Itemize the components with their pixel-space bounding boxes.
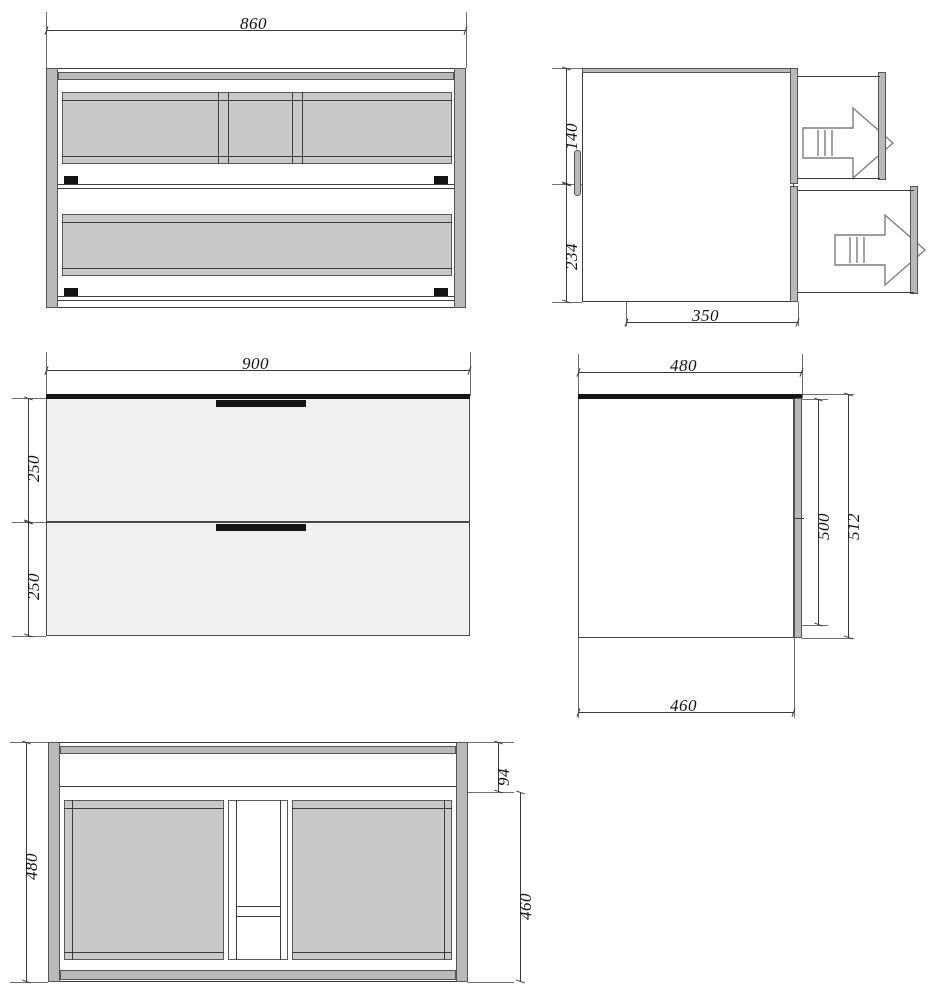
dimension-line-460-plan [520, 792, 521, 982]
ext-line [468, 792, 514, 793]
ext-line [46, 12, 47, 68]
front-edge-strip [790, 68, 798, 184]
ext-line [794, 638, 795, 718]
dimension-label-94: 94 [494, 768, 513, 786]
divider-line [228, 92, 229, 164]
drawer-edge-line [62, 156, 452, 157]
ext-line [578, 354, 579, 398]
side-elevation-body [578, 398, 794, 638]
runner-stub-right [434, 288, 448, 296]
drawer-front-open-upper [878, 72, 886, 180]
compartment-edge [292, 808, 452, 809]
ext-line [466, 12, 467, 68]
dimension-label-250-upper: 250 [24, 455, 43, 482]
view-side-section [500, 0, 944, 340]
drawer-edge-line [62, 268, 452, 269]
plan-side-right [456, 742, 468, 982]
dimension-label-250-lower: 250 [24, 573, 43, 600]
dimension-label-460-plan: 460 [516, 893, 535, 920]
leader-line [798, 190, 914, 191]
plan-side-left [48, 742, 60, 982]
plan-front-rail [60, 970, 456, 980]
handle-upper [216, 400, 306, 407]
leader-line [798, 292, 914, 293]
ext-line [578, 638, 579, 718]
ext-line [468, 982, 514, 983]
runner-stub-right [434, 176, 448, 184]
cutout-edge [236, 800, 237, 960]
runner-stub-left [64, 176, 78, 184]
compartment-edge [72, 800, 73, 960]
dimension-label-460: 460 [670, 696, 697, 715]
worktop-edge [46, 394, 470, 399]
plan-compartment-left [64, 800, 224, 960]
divider-line [218, 92, 219, 164]
plan-compartment-right [292, 800, 452, 960]
front-lower-drawer [46, 522, 470, 636]
view-plan [0, 720, 560, 1007]
front-edge-strip [790, 186, 798, 302]
drawer-edge-line [62, 222, 452, 223]
side-wall-right [454, 68, 466, 308]
dimension-label-480: 480 [670, 356, 697, 375]
ext-line [802, 625, 828, 626]
dimension-label-900: 900 [242, 354, 269, 373]
front-upper-drawer [46, 398, 470, 522]
runner-line [58, 296, 454, 297]
upper-drawer-box [62, 92, 452, 164]
top-rail [58, 72, 454, 80]
dimension-label-350: 350 [692, 306, 719, 325]
handle-lower [216, 524, 306, 531]
view-top-open [0, 0, 500, 330]
ext-line [802, 354, 803, 398]
ext-line [46, 352, 47, 396]
plan-back-rail [60, 746, 456, 754]
divider-line [292, 92, 293, 164]
runner-line [58, 184, 454, 185]
worktop-edge-side [578, 394, 802, 399]
pullout-arrow-upper [798, 98, 918, 188]
drawer-edge-line [62, 100, 452, 101]
pullout-arrow-lower [830, 205, 944, 295]
cabinet-top-edge [582, 68, 794, 73]
ext-line [470, 352, 471, 396]
side-wall-left [46, 68, 58, 308]
plan-rail-line [60, 786, 456, 787]
ext-line [798, 302, 799, 326]
leader-line [798, 178, 880, 179]
drawer-front-open-lower [910, 186, 918, 294]
cutout-edge [280, 800, 281, 960]
dimension-label-860: 860 [240, 14, 267, 33]
handle-profile [574, 150, 581, 196]
dimension-label-234: 234 [562, 243, 581, 270]
compartment-edge [444, 800, 445, 960]
ext-line [468, 742, 514, 743]
lower-drawer-box [62, 214, 452, 276]
ext-line [802, 399, 828, 400]
dimension-label-140: 140 [562, 123, 581, 150]
cutout-shelf [236, 916, 280, 917]
view-side [500, 340, 944, 740]
plan-centre-cutout [228, 800, 288, 960]
compartment-edge [64, 952, 224, 953]
view-front [0, 340, 500, 660]
dimension-label-512: 512 [844, 513, 863, 540]
cabinet-side-outline [582, 68, 794, 302]
leader-line [798, 76, 880, 77]
runner-stub-left [64, 288, 78, 296]
drawer-split-line [794, 518, 804, 519]
ext-line [802, 638, 854, 639]
dimension-label-500: 500 [814, 513, 833, 540]
dimension-line-500 [818, 399, 819, 625]
compartment-edge [64, 808, 224, 809]
compartment-edge [292, 952, 452, 953]
runner-line [58, 188, 454, 189]
runner-line [58, 300, 454, 301]
dimension-label-480-plan: 480 [22, 853, 41, 880]
divider-line [302, 92, 303, 164]
cutout-shelf [236, 906, 280, 907]
